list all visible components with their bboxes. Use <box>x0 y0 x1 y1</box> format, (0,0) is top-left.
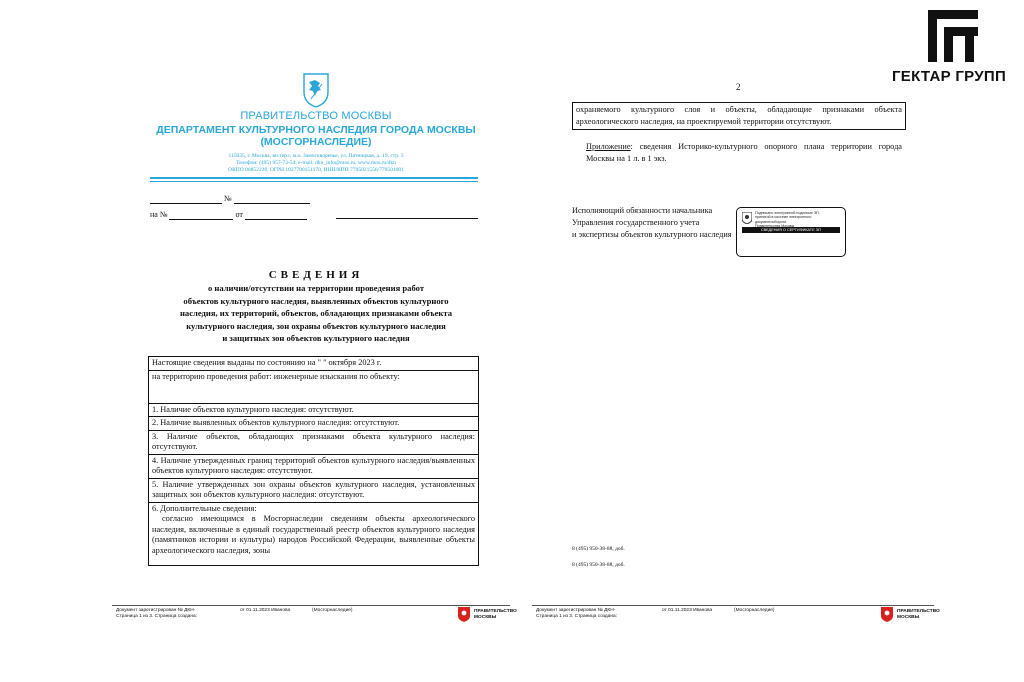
table-cell-item-6 <box>149 502 479 565</box>
footer-gov-line2: МОСКВЫ <box>897 614 920 620</box>
reg-on-row <box>150 210 307 220</box>
subtitle-line: наследия, их территорий, объектов, обладающих признаками объекта <box>179 308 453 318</box>
stamp-line: Подписано электронной подписью ЭП, <box>755 211 820 215</box>
footer-registered: Документ зарегистрирован № ДКН- <box>536 608 616 613</box>
table-cell-item-4: 4. Наличие утвержденных границ территорий объектов культурного наследия/выявленных объектов культурного наследия: отсутствуют. <box>149 454 479 478</box>
stamp-text <box>755 211 843 229</box>
signatory-line: Управления государственного учета <box>572 218 700 227</box>
contacts-line: Телефон: (495) 957-73-54; e-mail: dkn_info@mos.ru; www.mos.ru/dkn <box>236 160 396 166</box>
gov-title: ПРАВИТЕЛЬСТВО МОСКВЫ <box>240 110 392 122</box>
footer-page-info: Страница 1 из 3. Страница создана: <box>536 613 617 619</box>
footer-doc-info <box>536 608 656 619</box>
table-row <box>149 417 479 431</box>
dept-title: ДЕПАРТАМЕНТ КУЛЬТУРНОГО НАСЛЕДИЯ ГОРОДА МОСКВЫ <box>156 124 476 136</box>
footer-gov-line1: ПРАВИТЕЛЬСТВО <box>897 609 940 614</box>
footer-gov <box>897 609 940 620</box>
company-name: ГЕКТАР ГРУПП <box>892 68 1007 85</box>
document-subtitle <box>140 282 492 345</box>
reg-number-row <box>150 194 310 204</box>
footer-gov <box>474 609 517 620</box>
header-rule <box>150 177 478 182</box>
page-2 <box>520 0 1024 682</box>
table-row <box>149 430 479 454</box>
footer-rule <box>112 605 510 606</box>
address-line: 115035, г. Москва, вн.тер.г. м.о. Замоскворечье, ул. Пятницкая, д. 19, стр. 3 <box>228 153 404 159</box>
subtitle-line: культурного наследия, зон охраны объектов культурного наследия <box>186 320 446 331</box>
requisites-line: ОКПО 00852228, ОГРН 1027700151170, ИНН/КПП 7705021556/770501001 <box>228 167 404 173</box>
additional-info-title: 6. Дополнительные сведения: <box>152 503 257 513</box>
signatory-line: Исполняющий обязанности начальника <box>572 206 713 215</box>
signatory-line: и экспертизы объектов культурного наследия <box>572 230 732 239</box>
table-row <box>149 370 479 403</box>
info-table <box>148 356 479 566</box>
stamp-line: принятой в системе электронного документооборота <box>755 215 812 224</box>
table-cell-item-3: 3. Наличие объектов, обладающих признаками объекта культурного наследия: отсутствуют. <box>149 430 479 454</box>
footer-registered: Документ зарегистрирован № ДКН- <box>116 608 196 613</box>
table-cell-item-1: 1. Наличие объектов культурного наследия: отсутствуют. <box>149 403 479 417</box>
footer-date: от 01.11.2023 Иванова <box>662 608 713 613</box>
moscow-coat-of-arms-icon <box>302 72 330 108</box>
appendix-label: Приложение <box>586 142 631 151</box>
appendix-text: : сведения Историко-культурного опорного плана территории города Москвы на 1 л. в 1 экз. <box>586 142 902 163</box>
reg-from-label: от <box>235 210 243 219</box>
footer-gov-line2: МОСКВЫ <box>474 614 497 620</box>
footer-date: от 01.11.2023 Иванова <box>240 608 291 613</box>
table-row <box>149 403 479 417</box>
stamp-emblem-icon <box>742 212 752 224</box>
subtitle-line: о наличии/отсутствии на территории проведения работ <box>207 283 425 293</box>
document-heading: СВЕДЕНИЯ <box>268 269 364 281</box>
footer-gov-line1: ПРАВИТЕЛЬСТВО <box>474 609 517 614</box>
subtitle-line: объектов культурного наследия, выявленных объектов культурного <box>183 295 449 306</box>
footer-doc-info <box>116 608 236 619</box>
page-number: 2 <box>736 82 741 92</box>
footer-org: (Мосгорнаследие) <box>734 608 775 613</box>
table-cell-territory: на территорию проведения работ: инженерные изыскания по объекту: <box>149 370 479 403</box>
esignature-stamp <box>736 207 846 257</box>
table-row <box>149 454 479 478</box>
table-cell-item-2: 2. Наличие выявленных объектов культурного наследия: отсутствуют. <box>149 417 479 431</box>
continuation-box: охраняемого культурного слоя и объекты, обладающие признаками объекта археологического наследия, на проектируемой территории отсутствуют. <box>572 102 906 130</box>
reg-on-label: на № <box>150 210 168 219</box>
dept-abbreviation: (МОСГОРНАСЛЕДИЕ) <box>260 136 372 148</box>
addressee-line <box>336 218 478 219</box>
footer-rule <box>532 605 934 606</box>
subtitle-line: и защитных зон объектов культурного наследия <box>222 333 410 343</box>
table-row <box>149 478 479 502</box>
footer-gov-emblem-icon <box>881 607 893 622</box>
reg-number-label: № <box>224 194 232 203</box>
phone-1: 8 (495) 950-38-88, доб. <box>572 546 625 552</box>
table-cell-item-5: 5. Наличие утвержденных зон охраны объектов культурного наследия, установленных защитных зон объектов культурного наследия: отсутствуют. <box>149 478 479 502</box>
appendix <box>586 141 902 165</box>
footer-org: (Мосгорнаследие) <box>312 608 353 613</box>
phone-2: 8 (495) 950-38-88, доб. <box>572 562 625 568</box>
stamp-bar: СВЕДЕНИЯ О СЕРТИФИКАТЕ ЭП <box>742 227 840 233</box>
table-cell-date: Настоящие сведения выданы по состоянию на " " октября 2023 г. <box>149 357 479 371</box>
additional-info-text: согласно имеющимся в Мосгорнаследии сведениям объекты археологического наследия, включенные в единый государственный реестр объектов культурного наследия (памятников истории и культуры) народов Российской Федерации, выявленные объекты археологического наследия, зоны <box>152 514 475 555</box>
table-row <box>149 357 479 371</box>
footer-page-info: Страница 1 из 3. Страница создана: <box>116 613 197 619</box>
table-row <box>149 502 479 565</box>
footer-gov-emblem-icon <box>458 607 470 622</box>
